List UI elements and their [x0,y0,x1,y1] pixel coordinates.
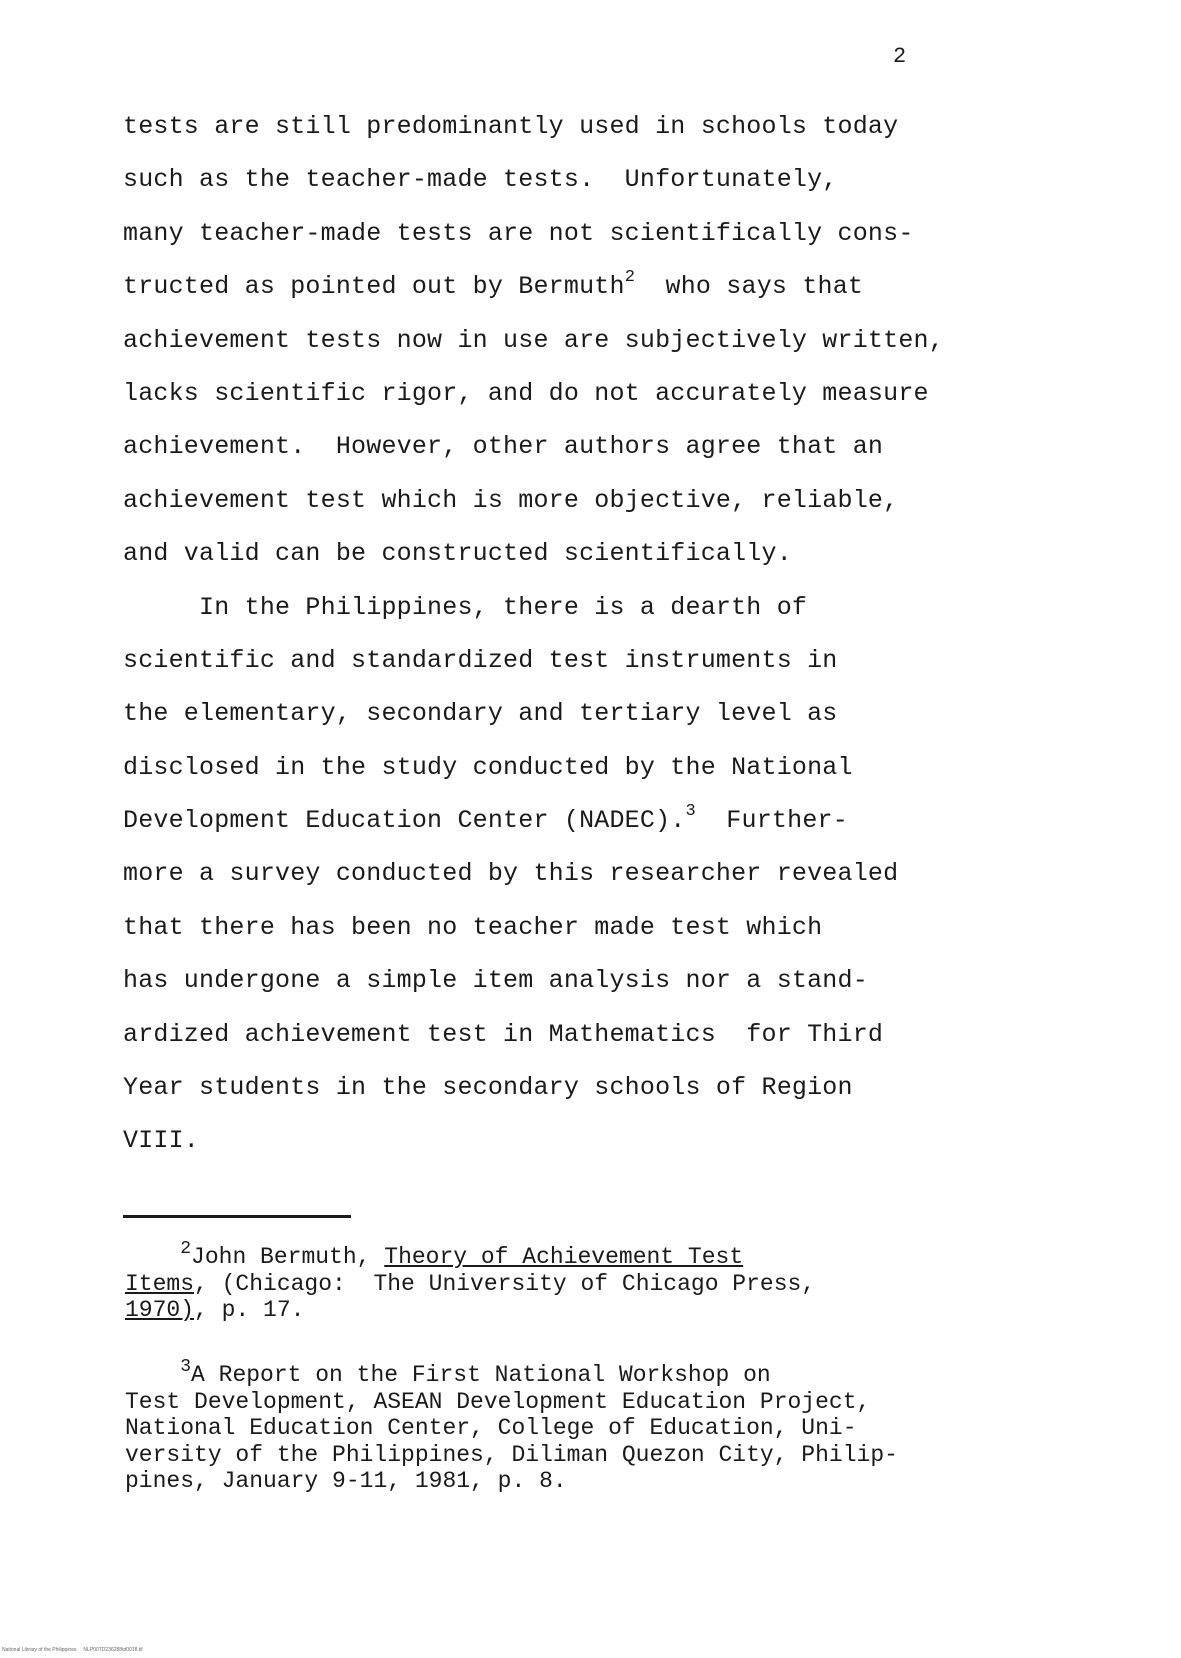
footnote-ref: 2 [624,268,636,288]
footnote-text: , p. 17. [194,1297,305,1323]
text-span: Development Education Center (NADEC). [123,806,686,836]
footnote-line [125,1271,1045,1298]
footnote-line [125,1297,1045,1324]
text-span: Further- [695,806,848,836]
archive-stamp: National Library of the Philippines NLP00TD236288td0018.tif [2,1647,143,1653]
text-line: achievement tests now in use are subjectively written, [123,325,944,355]
footnote-divider [123,1215,351,1218]
text-line: ardized achievement test in Mathematics for Third [123,1019,884,1049]
text-line: lacks scientific rigor, and do not accurately measure [123,378,929,408]
body-text [123,108,1003,1176]
footnote-line [125,1357,1045,1389]
text-line: more a survey conducted by this researcher revealed [123,859,899,889]
page-number: 2 [893,44,907,69]
footnote-text: A Report on the First National Workshop on [191,1362,771,1388]
footnote-ref: 3 [685,802,696,822]
text-span: tructed as pointed out by Bermuth [123,272,625,302]
text-line: Year students in the secondary schools of Region [123,1073,853,1103]
footnote-line: Test Development, ASEAN Development Education Project, [125,1388,871,1415]
footnote-year: 1970) [125,1297,195,1323]
text-line [123,802,1003,855]
footnote-line: versity of the Philippines, Diliman Quezon City, Philip- [125,1441,898,1468]
footnote-number: 2 [180,1239,192,1259]
footnote-number: 3 [180,1357,192,1377]
text-line: and valid can be constructed scientifically. [123,539,792,569]
text-line: such as the teacher-made tests. Unfortunately, [123,165,838,195]
text-line: achievement. However, other authors agree that an [123,432,884,462]
text-line: scientific and standardized test instruments in [123,645,838,675]
text-line [123,268,1003,321]
footnote-author: John Bermuth, [191,1244,385,1270]
footnote-text: , (Chicago: The University of Chicago Press, [194,1270,816,1297]
text-line: achievement test which is more objective, reliable, [123,485,899,515]
footnote-line [125,1239,1045,1271]
text-line: the elementary, secondary and tertiary level as [123,699,838,729]
footnote-2 [125,1239,1045,1324]
text-line: that there has been no teacher made test which [123,912,823,942]
text-line: has undergone a simple item analysis nor a stand- [123,966,868,996]
text-span: who says that [635,272,864,302]
text-line: VIII. [123,1126,200,1156]
footnote-title: Theory of Achievement Test [384,1244,744,1270]
footnote-title: Items [125,1270,195,1297]
footnote-line: pines, January 9-11, 1981, p. 8. [125,1468,567,1494]
text-line: tests are still predominantly used in schools today [123,112,899,141]
text-line: many teacher-made tests are not scientifically cons- [123,218,914,248]
text-line: disclosed in the study conducted by the National [123,752,853,782]
text-line: In the Philippines, there is a dearth of [123,592,808,622]
footnote-3 [125,1357,1045,1495]
footnote-line: National Education Center, College of Education, Uni- [125,1415,857,1441]
